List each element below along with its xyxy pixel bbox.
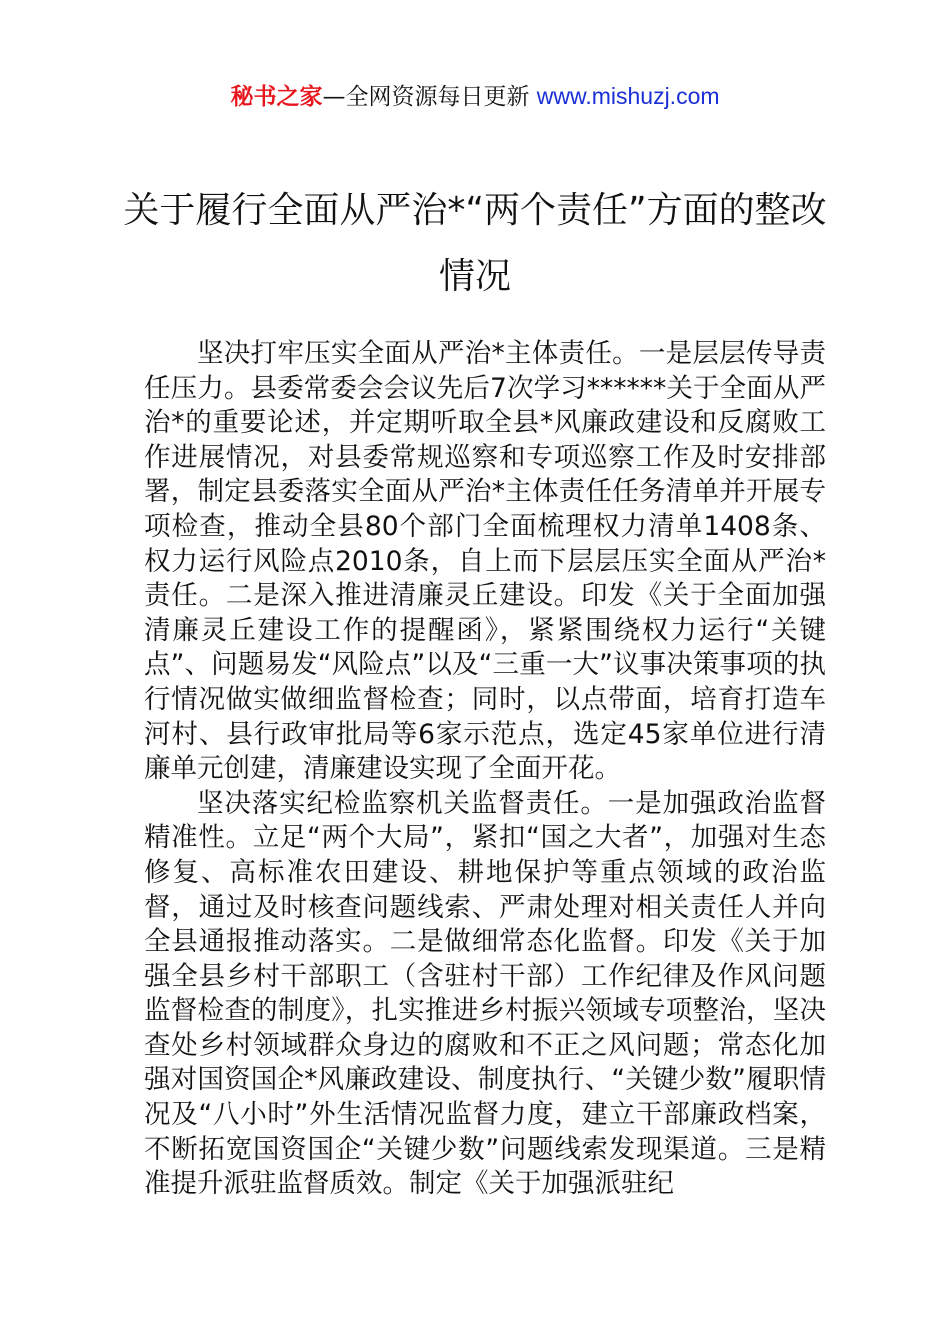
site-brand: 秘书之家: [230, 84, 323, 110]
site-url-link[interactable]: www.mishuzj.com: [536, 83, 720, 109]
site-header: [0, 80, 950, 113]
document-title: 关于履行全面从严治*“两个责任”方面的整改情况: [123, 190, 827, 297]
document-body: [144, 337, 826, 1202]
site-tagline: —全网资源每日更新: [322, 84, 537, 110]
body-paragraph: 坚决打牢压实全面从严治*主体责任。一是层层传导责任压力。县委常委会会议先后7次学习******关于全面从严治*的重要论述，并定期听取全县*风廉政建设和反腐败工作进展情况，对县委常规巡察和专项巡察工作及时安排部署，制定县委落实全面从严治*主体责任任务清单并开展专项检查，推动全县80个部门全面梳理权力清单1408条、权力运行风险点2010条，自上而下层层压实全面从严治*责任。二是深入推进清廉灵丘建设。印发《关于全面加强清廉灵丘建设工作的提醒函》，紧紧围绕权力运行“关键点”、问题易发“风险点”以及“三重一大”议事决策事项的执行情况做实做细监督检查；同时，以点带面，培育打造车河村、县行政审批局等6家示范点，选定45家单位进行清廉单元创建，清廉建设实现了全面开花。: [144, 338, 826, 785]
body-paragraph: 坚决落实纪检监察机关监督责任。一是加强政治监督精准性。立足“两个大局”，紧扣“国之大者”，加强对生态修复、高标准农田建设、耕地保护等重点领域的政治监督，通过及时核查问题线索、严肃处理对相关责任人并向全县通报推动落实。二是做细常态化监督。印发《关于加强全县乡村干部职工（含驻村干部）工作纪律及作风问题监督检查的制度》，扎实推进乡村振兴领域专项整治，坚决查处乡村领域群众身边的腐败和不正之风问题；常态化加强对国资国企*风廉政建设、制度执行、“关键少数”履职情况及“八小时”外生活情况监督力度，建立干部廉政档案，不断拓宽国资国企“关键少数”问题线索发现渠道。三是精准提升派驻监督质效。制定《关于加强派驻纪: [144, 787, 826, 1200]
